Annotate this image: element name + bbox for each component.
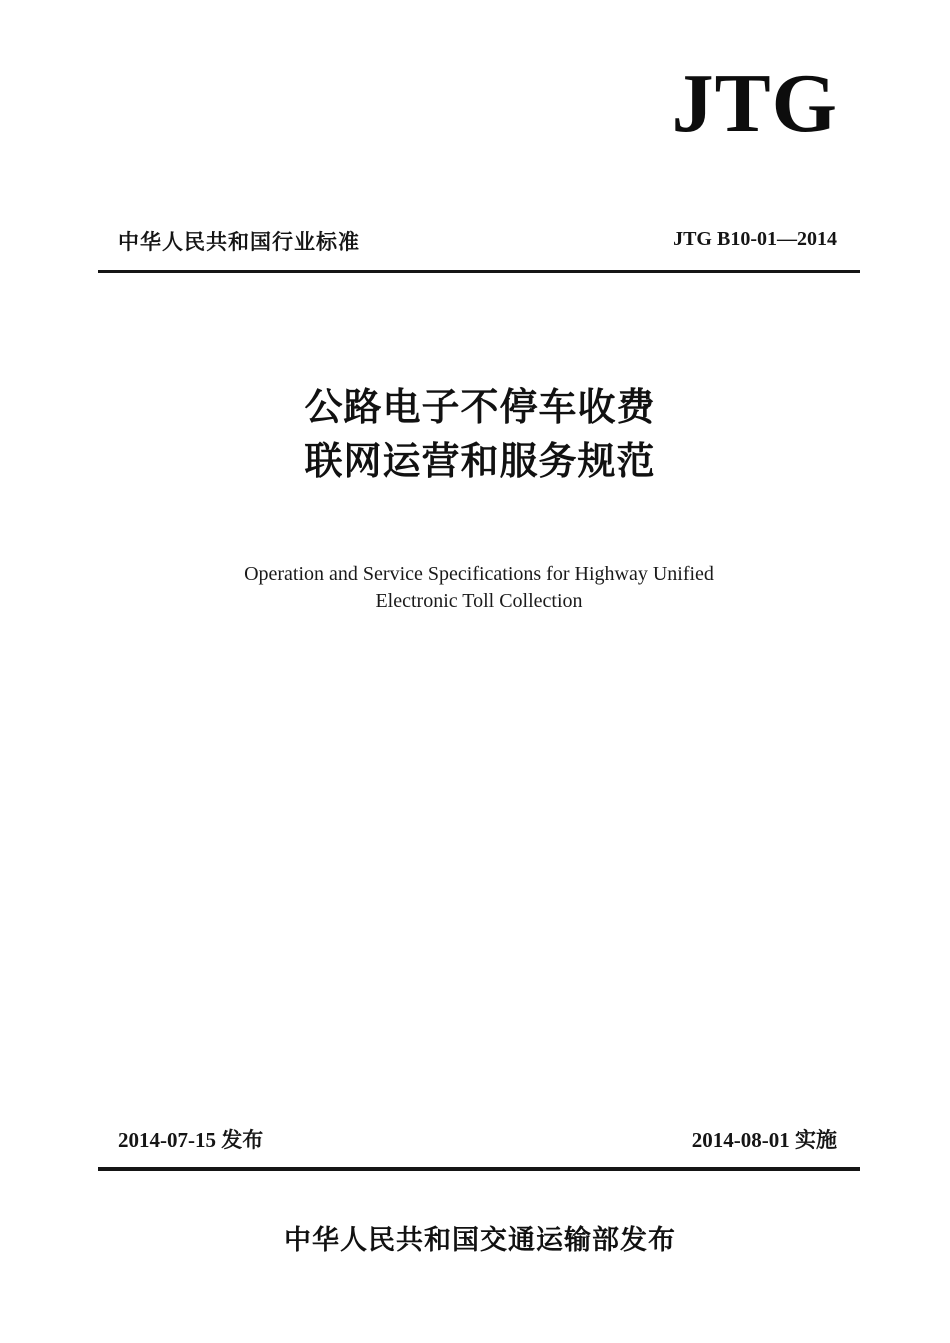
chinese-title-line-2: 联网运营和服务规范 bbox=[304, 439, 656, 483]
english-title-line-2: Electronic Toll Collection bbox=[375, 590, 583, 612]
issue-date: 2014-07-15 发布 bbox=[118, 1128, 264, 1152]
bottom-divider bbox=[98, 1167, 860, 1171]
jtg-logo: JTG bbox=[671, 57, 838, 150]
english-title-line-1: Operation and Service Specifications for Highway Unified bbox=[244, 563, 714, 585]
standard-code: JTG B10-01—2014 bbox=[673, 228, 837, 250]
top-divider bbox=[98, 270, 860, 273]
standard-category: 中华人民共和国行业标准 bbox=[118, 230, 360, 254]
chinese-title bbox=[0, 380, 950, 488]
chinese-title-line-1: 公路电子不停车收费 bbox=[304, 385, 656, 429]
english-title bbox=[0, 561, 950, 615]
effective-date: 2014-08-01 实施 bbox=[691, 1128, 837, 1152]
publisher-text: 中华人民共和国交通运输部发布 bbox=[284, 1225, 676, 1256]
publisher bbox=[0, 1218, 950, 1257]
